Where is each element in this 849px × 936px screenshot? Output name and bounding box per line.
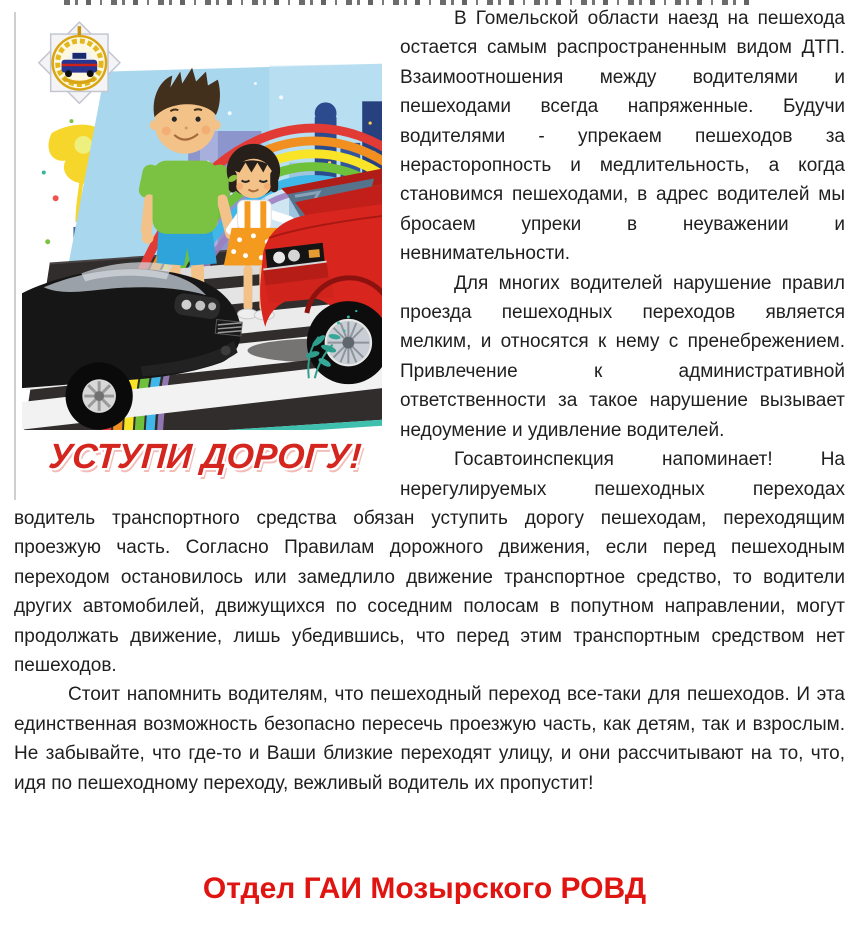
article-body xyxy=(14,4,845,798)
poster-illustration xyxy=(22,12,382,430)
paragraph-intro: В Гомельской области наезд на пешехода остается самым распространенным видом ДТП. Взаимоотношения между водителями и пешеходами всегда напряженные. Будучи водителями - упрекаем пешеходов за нерасторопность и медлительность, а когда становимся пешеходами, в адрес водителей мы бросаем упреки в неуважении и невнимательности. xyxy=(400,8,845,265)
paragraph-violations: Для многих водителей нарушение правил проезда пешеходных переходов является мелким, и относятся к нему с пренебрежением. Привлечение к административной ответственности за такое нарушение вызывает недоумение и удивление водителей. xyxy=(400,272,845,441)
poster-slogan: УСТУПИ ДОРОГУ! xyxy=(47,437,363,476)
paragraph-conclusion: Стоит напомнить водителям, что пешеходный переход все-таки для пешеходов. И эта единственная возможность безопасно пересечь проезжую часть, как детям, так и взрослым. Не забывайте, что где-то и Ваши близкие переходят улицу, и они рассчитывают на то, что, идя по пешеходному переходу, вежливый водитель их пропустит! xyxy=(14,684,845,794)
road-safety-poster xyxy=(14,12,388,500)
paragraph-gai-reminder: Госавтоинспекция напоминает! На нерегулируемых пешеходных переходах водитель транспортного средства обязан уступить дорогу пешеходам, переходящим проезжую часть. Согласно Правилам дорожного движения, если перед пешеходным переходом остановилось или замедлило движение транспортное средство, то водители других автомобилей, движущихся по соседним полосам в попутном направлении, могут продолжать движение, лишь убедившись, что перед этим транспортным средством нет пешеходов. xyxy=(14,449,845,676)
footer-title: Отдел ГАИ Мозырского РОВД xyxy=(202,872,647,905)
gai-badge-icon xyxy=(39,22,120,103)
